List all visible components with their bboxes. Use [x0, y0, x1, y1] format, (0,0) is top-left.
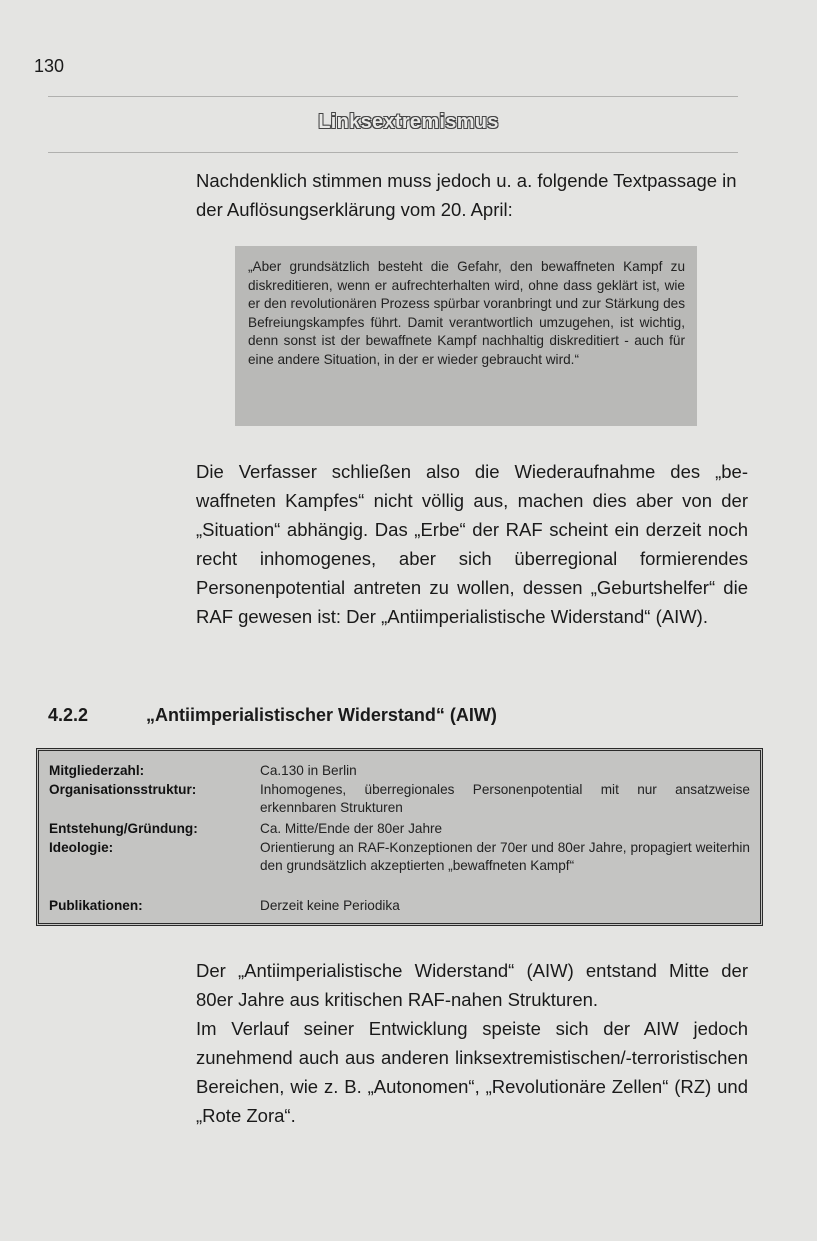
fact-label: Publikationen: [49, 898, 143, 913]
header-rule-bottom [48, 152, 738, 153]
section-number: 4.2.2 [48, 705, 89, 725]
body-paragraph-2-line-a: Der „Antiimperialistische Widerstand“ (AIW) entstand Mitte der 80er Jahre aus kritischen RAF-nahen Strukturen. [196, 960, 748, 1010]
fact-value: Orientierung an RAF-Konzeptionen der 70er und 80er Jahre, propagiert weiterhin den grundsätzlich akzeptierten „bewaffneten Kampf“ [260, 839, 750, 873]
body-paragraph-1: Die Verfasser schließen also die Wiederaufnahme des „bewaffneten Kampfes“ nicht völlig aus, machen dies aber von der „Situation“ abhängig. Das „Erbe“ der RAF scheint ein derzeit noch recht inhomogenes, aber sich überregional formierendes Personenpotential antreten zu wollen, dessen „Geburtshelfer“ die RAF gewesen ist: Der „Antiimperialistische Widerstand“ (AIW). [196, 461, 748, 627]
fact-label: Mitgliederzahl: [49, 763, 145, 778]
fact-value: Derzeit keine Periodika [260, 898, 400, 913]
running-head: Linksextremismus [318, 111, 499, 133]
page-number: 130 [34, 56, 65, 76]
fact-value: Ca. Mitte/Ende der 80er Jahre [260, 821, 443, 836]
fact-value: Inhomogenes, überregionales Personenpotential mit nur ansatzweise erkennbaren Strukturen [260, 781, 750, 815]
body-paragraph-2-line-b: Im Verlauf seiner Entwicklung speiste sich der AIW jedoch zunehmend auch aus anderen linksextremistischen/-terroristischen Bereichen, wie z. B. „Autonomen“, „Revolutionäre Zellen“ (RZ) und „Rote Zora“. [196, 1018, 748, 1126]
fact-value: Ca.130 in Berlin [260, 763, 357, 778]
fact-label: Organisationsstruktur: [49, 781, 197, 797]
body-paragraph-2 [196, 956, 748, 1130]
section-title: „Antiimperialistischer Widerstand“ (AIW) [146, 705, 497, 725]
quote-box: „Aber grundsätzlich besteht die Gefahr, den bewaffneten Kampf zu diskreditieren, wenn er aufrechterhalten wird, ohne dass geklärt ist, wie er den revolutionären Prozess spürbar voranbringt und zur Stärkung des Befreiungskampfes führt. Damit verantwortlich umzugehen, ist wichtig, denn sonst ist der bewaffnete Kampf nachhaltig diskreditiert - auch für eine andere Situation, in der er wieder gebraucht wird.“ [235, 246, 697, 426]
intro-paragraph: Nachdenklich stimmen muss jedoch u. a. folgende Textpassage in der Auflösungserklärung vom 20. April: [196, 170, 737, 220]
header-rule-top [48, 96, 738, 97]
fact-label: Ideologie: [49, 839, 114, 855]
fact-label: Entstehung/Gründung: [49, 821, 198, 836]
fact-box [36, 748, 763, 926]
